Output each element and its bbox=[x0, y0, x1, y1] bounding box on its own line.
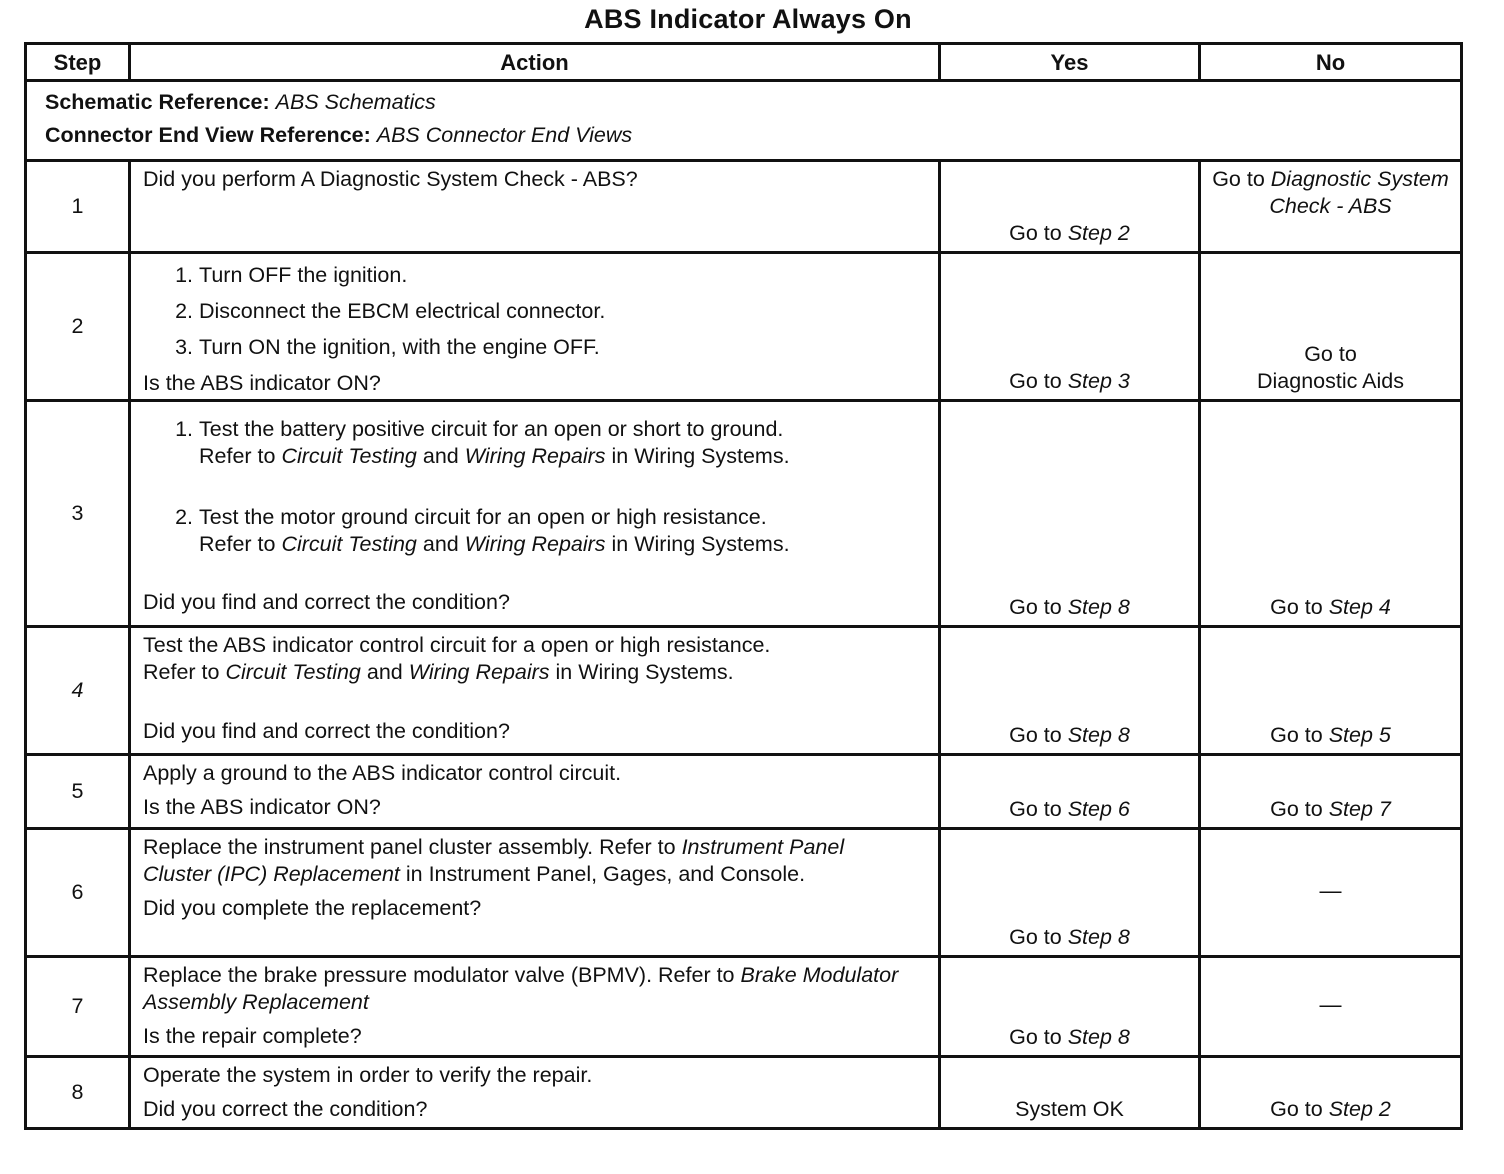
schematic-reference: Schematic Reference: ABS Schematics bbox=[45, 90, 436, 114]
no-result[interactable]: Go to Diagnostic System Check - ABS bbox=[1200, 161, 1462, 253]
table-header-row bbox=[26, 44, 1462, 81]
yes-result[interactable]: Go to Step 2 bbox=[940, 161, 1200, 253]
step-number: 8 bbox=[26, 1057, 130, 1129]
step-number: 1 bbox=[26, 161, 130, 253]
step-number: 3 bbox=[26, 401, 130, 627]
step-action: Replace the brake pressure modulator valve (BPMV). Refer to Brake Modulator Assembly Replacement Is the repair complete? bbox=[130, 957, 940, 1057]
step-action: Operate the system in order to verify the repair. Did you correct the condition? bbox=[130, 1057, 940, 1129]
yes-result[interactable]: System OK bbox=[940, 1057, 1200, 1129]
header-yes: Yes bbox=[940, 44, 1200, 81]
yes-result[interactable]: Go to Step 3 bbox=[940, 253, 1200, 401]
page-title: ABS Indicator Always On bbox=[584, 4, 912, 34]
no-result[interactable]: Go to Diagnostic Aids bbox=[1200, 253, 1462, 401]
step-number: 6 bbox=[26, 829, 130, 957]
step-action: Did you perform A Diagnostic System Check - ABS? bbox=[130, 161, 940, 253]
connector-reference-link[interactable]: ABS Connector End Views bbox=[376, 123, 633, 147]
table-row bbox=[26, 755, 1462, 829]
step-number: 2 bbox=[26, 253, 130, 401]
step-action: Test the ABS indicator control circuit for a open or high resistance. Refer to Circuit Testing and Wiring Repairs in Wiring Systems. Did you find and correct the condition? bbox=[130, 627, 940, 755]
no-result[interactable]: Go to Step 5 bbox=[1200, 627, 1462, 755]
diagnostic-table bbox=[24, 42, 1463, 1130]
step-action: Replace the instrument panel cluster assembly. Refer to Instrument Panel Cluster (IPC) Replacement in Instrument Panel, Gages, and Console. Did you complete the replacement? bbox=[130, 829, 940, 957]
table-row bbox=[26, 401, 1462, 627]
step-action: Apply a ground to the ABS indicator control circuit. Is the ABS indicator ON? bbox=[130, 755, 940, 829]
table-row bbox=[26, 253, 1462, 401]
yes-result[interactable]: Go to Step 6 bbox=[940, 755, 1200, 829]
step-number: 7 bbox=[26, 957, 130, 1057]
table-row bbox=[26, 829, 1462, 957]
table-row bbox=[26, 161, 1462, 253]
no-result: — bbox=[1200, 829, 1462, 957]
schematic-reference-link[interactable]: ABS Schematics bbox=[275, 90, 436, 114]
table-row bbox=[26, 627, 1462, 755]
header-action: Action bbox=[130, 44, 940, 81]
yes-result[interactable]: Go to Step 8 bbox=[940, 401, 1200, 627]
no-result: — bbox=[1200, 957, 1462, 1057]
no-result[interactable]: Go to Step 4 bbox=[1200, 401, 1462, 627]
step-instructions: 1. Test the battery positive circuit for an open or short to ground. Refer to Circuit Testing and Wiring Repairs in Wiring Systems. 2. Test the motor ground circuit for an open or high resistance. Refer to Circuit Testing and Wiring Repairs in Wiring Systems. bbox=[143, 416, 928, 558]
connector-reference: Connector End View Reference: ABS Connector End Views bbox=[45, 123, 633, 147]
yes-result[interactable]: Go to Step 8 bbox=[940, 957, 1200, 1057]
step-action: 1. Turn OFF the ignition. 2. Disconnect the EBCM electrical connector. 3. Turn ON the ignition, with the engine OFF. Is the ABS indicator ON? bbox=[130, 253, 940, 401]
references-row bbox=[26, 81, 1462, 161]
yes-result[interactable]: Go to Step 8 bbox=[940, 627, 1200, 755]
table-row bbox=[26, 1057, 1462, 1129]
step-instructions: 1. Turn OFF the ignition. 2. Disconnect the EBCM electrical connector. 3. Turn ON the ignition, with the engine OFF. bbox=[143, 262, 928, 361]
yes-result[interactable]: Go to Step 8 bbox=[940, 829, 1200, 957]
header-step: Step bbox=[26, 44, 130, 81]
step-number: 4 bbox=[26, 627, 130, 755]
no-result[interactable]: Go to Step 2 bbox=[1200, 1057, 1462, 1129]
step-number: 5 bbox=[26, 755, 130, 829]
table-row bbox=[26, 957, 1462, 1057]
step-action: 1. Test the battery positive circuit for an open or short to ground. Refer to Circuit Testing and Wiring Repairs in Wiring Systems. 2. Test the motor ground circuit for an open or high resistance. Refer to Circuit Testing and Wiring Repairs in Wiring Systems. Did you find and correct the condition? bbox=[130, 401, 940, 627]
header-no: No bbox=[1200, 44, 1462, 81]
no-result[interactable]: Go to Step 7 bbox=[1200, 755, 1462, 829]
